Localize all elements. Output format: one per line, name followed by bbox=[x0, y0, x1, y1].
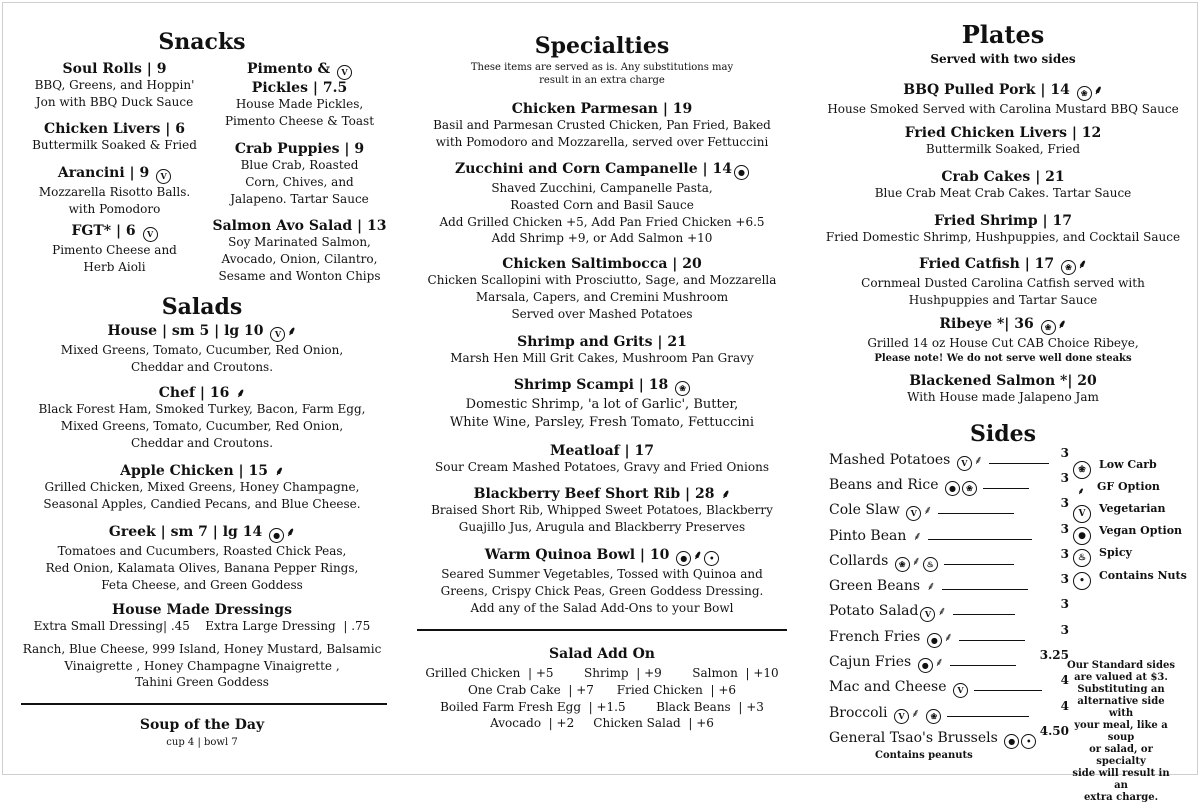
item-desc: Mixed Greens, Tomato, Cucumber, Red Onion, bbox=[60, 418, 344, 433]
gf-option-icon: ⸙ bbox=[973, 453, 983, 467]
side-mac-and-cheese bbox=[829, 673, 1069, 698]
item-header: BBQ Pulled Pork | 14 bbox=[903, 82, 1070, 98]
legend-label: Low Carb bbox=[1099, 458, 1157, 471]
item-desc: Jon with BBQ Duck Sauce bbox=[35, 94, 194, 109]
special-zucchini-campanelle bbox=[417, 161, 787, 247]
plate-crab-cakes bbox=[815, 169, 1191, 202]
item-desc: BBQ, Greens, and Hoppin' bbox=[34, 78, 195, 93]
side-price: 3 bbox=[1060, 547, 1069, 561]
legend-label: Spicy bbox=[1099, 546, 1132, 559]
footnote-line: are valued at $3. bbox=[1074, 672, 1168, 683]
item-desc: Mozzarella Risotto Balls. bbox=[38, 185, 191, 199]
footnote-line: or salad, or specialty bbox=[1089, 744, 1153, 767]
side-green-beans bbox=[829, 572, 1069, 594]
vegetarian-icon: V bbox=[920, 607, 935, 622]
vegan-option-icon: ● bbox=[676, 551, 691, 566]
side-pinto-bean bbox=[829, 522, 1069, 544]
item-desc: Pimento Cheese & Toast bbox=[224, 113, 375, 128]
item-desc: with Pomodoro bbox=[68, 201, 161, 216]
item-desc: Guajillo Jus, Arugula and Blackberry Preserves bbox=[458, 519, 746, 534]
side-price: 3 bbox=[1060, 572, 1069, 586]
side-name: Beans and Rice bbox=[829, 477, 939, 493]
item-name: FGT* bbox=[71, 223, 112, 239]
item-desc: Hushpuppies and Tartar Sauce bbox=[908, 292, 1098, 307]
item-desc: House Made Pickles, bbox=[235, 97, 364, 112]
item-desc: White Wine, Parsley, Fresh Tomato, Fettuccini bbox=[449, 415, 755, 431]
item-desc: Marsh Hen Mill Grit Cakes, Mushroom Pan Gravy bbox=[450, 351, 754, 366]
item-header: Meatloaf | 17 bbox=[549, 443, 654, 459]
salads-title: Salads bbox=[161, 294, 243, 320]
soup-of-the-day bbox=[17, 717, 387, 749]
item-desc: Cheddar and Croutons. bbox=[130, 435, 274, 450]
blank-line bbox=[974, 680, 1042, 691]
footnote-line: Our Standard sides bbox=[1067, 660, 1175, 671]
gf-option-icon: ⸙ bbox=[1093, 83, 1103, 97]
footnote-line: alternative side with bbox=[1077, 696, 1165, 719]
item-desc: Buttermilk Soaked & Fried bbox=[32, 138, 197, 153]
item-price: 9 bbox=[354, 141, 365, 157]
plates-subtitle: Served with two sides bbox=[930, 52, 1076, 66]
low-carb-icon: ❀ bbox=[926, 709, 941, 724]
dressings-list-line: Vinaigrette , Honey Champagne Vinaigrette , bbox=[64, 658, 340, 673]
item-price: 6 bbox=[175, 121, 185, 137]
spicy-icon: ♨ bbox=[923, 557, 938, 572]
item-desc: Red Onion, Kalamata Olives, Banana Pepper Rings, bbox=[45, 560, 359, 575]
item-desc: with Pomodoro and Mozzarella, served over Fettuccini bbox=[435, 134, 769, 149]
contains-nuts-icon: • bbox=[704, 551, 719, 566]
side-price: 3 bbox=[1060, 623, 1069, 637]
vegetarian-icon: V bbox=[957, 456, 972, 471]
item-desc: Fried Domestic Shrimp, Hushpuppies, and Cocktail Sauce bbox=[825, 230, 1181, 245]
gf-option-icon: ⸙ bbox=[1078, 257, 1088, 271]
item-header: Greek | sm 7 | lg 14 bbox=[108, 524, 263, 540]
side-cole-slaw bbox=[829, 496, 1069, 521]
salad-house bbox=[17, 323, 387, 376]
vegan-option-icon: ● bbox=[918, 658, 933, 673]
side-name: Green Beans bbox=[829, 578, 921, 594]
gf-option-icon: ⸙ bbox=[1057, 317, 1067, 331]
item-desc: Served over Mashed Potatoes bbox=[511, 306, 693, 321]
side-name: Cajun Fries bbox=[829, 654, 912, 670]
plate-ribeye bbox=[815, 316, 1191, 365]
side-name: Cole Slaw bbox=[829, 502, 900, 518]
item-name: Chicken Livers bbox=[44, 121, 161, 137]
side-broccoli bbox=[829, 699, 1069, 724]
item-header: Blackberry Beef Short Rib | 28 bbox=[473, 486, 715, 502]
side-price: 4 bbox=[1060, 699, 1069, 713]
vegetarian-icon: V bbox=[906, 506, 921, 521]
salad-apple-chicken bbox=[17, 463, 387, 513]
item-desc: Herb Aioli bbox=[83, 259, 146, 274]
special-chicken-parmesan bbox=[417, 101, 787, 151]
side-french-fries bbox=[829, 623, 1069, 648]
low-carb-icon: ❀ bbox=[895, 557, 910, 572]
blank-line bbox=[942, 579, 1028, 590]
item-desc: Buttermilk Soaked, Fried bbox=[925, 142, 1081, 157]
item-desc: Feta Cheese, and Green Goddess bbox=[101, 577, 303, 592]
addon-row: Boiled Farm Fresh Egg | +1.5 Black Beans | +3 bbox=[440, 699, 764, 714]
vegetarian-icon: V bbox=[953, 683, 968, 698]
dressings-sizes: Extra Small Dressing| .45 Extra Large Dressing | .75 bbox=[33, 619, 371, 634]
gf-option-icon: ⸙ bbox=[923, 503, 933, 517]
legend-label: GF Option bbox=[1097, 480, 1160, 493]
item-desc: Avocado, Onion, Cilantro, bbox=[221, 251, 378, 266]
salad-chef bbox=[17, 385, 387, 451]
side-collards bbox=[829, 547, 1069, 572]
blank-line bbox=[989, 453, 1049, 464]
vegan-option-icon: ● bbox=[734, 165, 749, 180]
item-desc: Soy Marinated Salmon, bbox=[228, 235, 371, 250]
item-header: Chicken Parmesan | 19 bbox=[511, 101, 693, 117]
side-price: 4 bbox=[1060, 673, 1069, 687]
item-price: 6 bbox=[125, 223, 136, 239]
specialties-note bbox=[417, 61, 787, 87]
snack-chicken-livers: Chicken Livers | 6 Buttermilk Soaked & Fried bbox=[17, 121, 212, 154]
gf-option-icon: ⸙ bbox=[721, 487, 731, 501]
low-carb-icon: ❀ bbox=[675, 381, 690, 396]
item-header: Blackened Salmon *| 20 bbox=[909, 373, 1097, 389]
blank-line bbox=[950, 655, 1016, 666]
legend-spicy bbox=[1073, 546, 1132, 567]
vegetarian-icon: V bbox=[156, 169, 171, 184]
gf-option-icon: ⸙ bbox=[1077, 487, 1085, 497]
gf-option-icon: ⸙ bbox=[274, 464, 284, 478]
item-header: House | sm 5 | lg 10 bbox=[107, 323, 264, 339]
vegan-option-icon: ● bbox=[1073, 527, 1091, 545]
item-desc: Add Grilled Chicken +5, Add Pan Fried Chicken +6.5 bbox=[439, 214, 765, 229]
blank-line bbox=[959, 630, 1025, 641]
item-desc: Grilled Chicken, Mixed Greens, Honey Champagne, bbox=[44, 480, 360, 495]
side-cajun-fries bbox=[829, 648, 1069, 673]
item-desc: Basil and Parmesan Crusted Chicken, Pan Fried, Baked bbox=[433, 118, 771, 133]
item-desc: Domestic Shrimp, 'a lot of Garlic', Butter, bbox=[465, 397, 739, 412]
legend-label: Vegetarian bbox=[1099, 502, 1166, 515]
addon-row: One Crab Cake | +7 Fried Chicken | +6 bbox=[467, 682, 737, 697]
item-header: Fried Chicken Livers | 12 bbox=[904, 125, 1102, 141]
low-carb-icon: ❀ bbox=[1077, 86, 1092, 101]
side-name: Mac and Cheese bbox=[829, 679, 947, 695]
footnote-line: side will result in an bbox=[1072, 768, 1170, 791]
item-desc: Seared Summer Vegetables, Tossed with Quinoa and bbox=[441, 567, 763, 581]
legend-gf-option bbox=[1073, 480, 1160, 500]
salad-greek bbox=[17, 524, 387, 593]
item-header: Warm Quinoa Bowl | 10 bbox=[484, 547, 670, 563]
item-desc: Marsala, Capers, and Cremini Mushroom bbox=[475, 289, 729, 304]
snacks-title: Snacks bbox=[158, 29, 246, 55]
soup-title: Soup of the Day bbox=[139, 717, 265, 733]
blank-line bbox=[947, 706, 1029, 717]
plate-fried-shrimp bbox=[815, 213, 1191, 246]
note-line: result in an extra charge bbox=[539, 75, 665, 86]
special-shrimp-scampi bbox=[417, 377, 787, 432]
item-name: Soul Rolls bbox=[62, 61, 142, 77]
item-header: Shrimp and Grits | 21 bbox=[517, 334, 687, 350]
snack-pimento-pickles: Pimento & V Pickles | 7.5 House Made Pickles, Pimento Cheese & Toast bbox=[212, 61, 387, 130]
sides-title: Sides bbox=[969, 421, 1036, 447]
blank-line bbox=[938, 503, 1014, 514]
gf-option-icon: ⸙ bbox=[912, 529, 922, 543]
vegetarian-icon: V bbox=[143, 227, 158, 242]
item-desc: Mixed Greens, Tomato, Cucumber, Red Onion, bbox=[60, 343, 344, 357]
gf-option-icon: ⸙ bbox=[910, 706, 920, 720]
blank-line bbox=[953, 604, 1015, 615]
item-header: Ribeye *| 36 bbox=[939, 316, 1034, 332]
item-name: Arancini bbox=[57, 165, 125, 181]
side-name: Collards bbox=[829, 553, 889, 569]
item-desc: Add Shrimp +9, or Add Salmon +10 bbox=[491, 231, 713, 246]
item-desc: Seasonal Apples, Candied Pecans, and Blue Cheese. bbox=[43, 496, 361, 511]
vegan-option-icon: ● bbox=[1004, 734, 1019, 749]
item-header: Zucchini and Corn Campanelle | 14 bbox=[455, 161, 732, 177]
legend-vegetarian bbox=[1073, 502, 1166, 523]
side-note: Contains peanuts bbox=[875, 750, 973, 761]
side-name: French Fries bbox=[829, 629, 921, 645]
blank-line bbox=[944, 554, 1014, 565]
plate-blackened-salmon bbox=[815, 373, 1191, 406]
item-desc: Greens, Crispy Chick Peas, Green Goddess Dressing. bbox=[440, 583, 764, 598]
side-price: 3.25 bbox=[1039, 648, 1069, 662]
legend-contains-nuts bbox=[1073, 569, 1187, 590]
special-meatloaf bbox=[417, 443, 787, 476]
item-header: Chicken Saltimbocca | 20 bbox=[502, 256, 702, 272]
blank-line bbox=[983, 478, 1029, 489]
contains-nuts-icon: • bbox=[1073, 572, 1091, 590]
item-desc: Roasted Corn and Basil Sauce bbox=[510, 197, 694, 212]
side-price: 3 bbox=[1060, 496, 1069, 510]
plate-fried-catfish bbox=[815, 256, 1191, 309]
item-header: Apple Chicken | 15 bbox=[120, 463, 268, 479]
item-price: 9 bbox=[139, 165, 150, 181]
gf-option-icon: ⸙ bbox=[693, 548, 703, 562]
contains-nuts-icon: • bbox=[1021, 734, 1036, 749]
gf-option-icon: ⸙ bbox=[911, 554, 921, 568]
dressings-list-line: Ranch, Blue Cheese, 999 Island, Honey Mustard, Balsamic bbox=[22, 641, 382, 656]
item-desc: Shaved Zucchini, Campanelle Pasta, bbox=[491, 181, 713, 195]
item-desc: Blue Crab Meat Crab Cakes. Tartar Sauce bbox=[874, 186, 1132, 201]
item-desc: Corn, Chives, and bbox=[245, 174, 354, 189]
special-shrimp-grits bbox=[417, 334, 787, 367]
side-price: 3 bbox=[1060, 471, 1069, 485]
snack-arancini: Arancini | 9 V Mozzarella Risotto Balls. with Pomodoro bbox=[17, 165, 212, 218]
item-price: 9 bbox=[156, 61, 167, 77]
vegan-option-icon: ● bbox=[269, 528, 284, 543]
side-price: 3 bbox=[1060, 446, 1069, 460]
gf-option-icon: ⸙ bbox=[937, 604, 947, 618]
plates-title: Plates bbox=[961, 20, 1045, 49]
item-header: Chef | 16 bbox=[158, 385, 230, 401]
blank-line bbox=[928, 529, 1032, 540]
side-name: General Tsao's Brussels bbox=[829, 730, 998, 746]
side-mashed-potatoes bbox=[829, 446, 1069, 471]
footnote-line: extra charge. bbox=[1083, 792, 1159, 803]
vegetarian-icon: V bbox=[337, 65, 352, 80]
side-name: Potato Salad bbox=[829, 603, 919, 619]
low-carb-icon: ❀ bbox=[1061, 260, 1076, 275]
gf-option-icon: ⸙ bbox=[943, 630, 953, 644]
item-price: 13 bbox=[367, 218, 387, 234]
side-price: 3 bbox=[1060, 522, 1069, 536]
side-price: 4.50 bbox=[1039, 724, 1069, 738]
vegan-option-icon: ● bbox=[927, 633, 942, 648]
item-desc: Braised Short Rib, Whipped Sweet Potatoes, Blackberry bbox=[431, 503, 773, 518]
item-header: Shrimp Scampi | 18 bbox=[513, 377, 669, 393]
gf-option-icon: ⸙ bbox=[286, 525, 296, 539]
vegetarian-icon: V bbox=[270, 327, 285, 342]
item-desc: Jalapeno. Tartar Sauce bbox=[230, 191, 369, 206]
menu-page bbox=[2, 2, 1198, 803]
side-name: Broccoli bbox=[829, 705, 888, 721]
item-desc: Pimento Cheese and bbox=[52, 243, 177, 257]
gf-option-icon: ⸙ bbox=[287, 324, 297, 338]
note-line: These items are served as is. Any substitutions may bbox=[470, 62, 734, 73]
item-name: Pimento & bbox=[247, 61, 331, 77]
item-header: Fried Catfish | 17 bbox=[918, 256, 1055, 272]
item-desc: Blue Crab, Roasted bbox=[240, 158, 359, 173]
vegan-option-icon: ● bbox=[945, 481, 960, 496]
addon-row: Grilled Chicken | +5 Shrimp | +9 Salmon | +10 bbox=[425, 666, 779, 681]
snack-fgt: FGT* | 6 V Pimento Cheese and Herb Aioli bbox=[17, 223, 212, 276]
plate-fried-chicken-livers bbox=[815, 125, 1191, 158]
side-name: Mashed Potatoes bbox=[829, 452, 951, 468]
side-potato-salad bbox=[829, 597, 1069, 622]
sides-footnote bbox=[1065, 660, 1177, 804]
special-blackberry-short-rib bbox=[417, 486, 787, 536]
divider bbox=[417, 629, 787, 631]
gf-option-icon: ⸙ bbox=[934, 655, 944, 669]
item-desc: Sesame and Wonton Chips bbox=[218, 268, 381, 283]
footnote-line: your meal, like a soup bbox=[1074, 720, 1168, 743]
soup-sizes: cup 4 | bowl 7 bbox=[166, 737, 238, 749]
item-desc: Grilled 14 oz House Cut CAB Choice Ribeye, bbox=[867, 336, 1139, 350]
house-dressings bbox=[17, 602, 387, 691]
item-name: Pickles bbox=[251, 80, 308, 96]
side-beans-and-rice bbox=[829, 471, 1069, 496]
gf-option-icon: ⸙ bbox=[236, 386, 246, 400]
footnote-line: Substituting an bbox=[1077, 684, 1165, 695]
snack-soul-rolls: Soul Rolls | 9 BBQ, Greens, and Hoppin' Jon with BBQ Duck Sauce bbox=[17, 61, 212, 111]
gf-option-icon: ⸙ bbox=[926, 579, 936, 593]
addon-row: Avocado | +2 Chicken Salad | +6 bbox=[490, 716, 714, 731]
specialties-title: Specialties bbox=[534, 33, 670, 59]
side-general-tsaos-brussels bbox=[829, 724, 1069, 762]
special-chicken-saltimbocca bbox=[417, 256, 787, 322]
item-desc: Tomatoes and Cucumbers, Roasted Chick Peas, bbox=[57, 544, 347, 558]
dressings-list-line: Tahini Green Goddess bbox=[135, 675, 269, 690]
low-carb-icon: ❀ bbox=[1041, 320, 1056, 335]
item-name: Salmon Avo Salad bbox=[212, 218, 353, 234]
legend-label: Contains Nuts bbox=[1099, 569, 1187, 582]
item-name: Crab Puppies bbox=[234, 141, 340, 157]
item-note: Please note! We do not serve well done steaks bbox=[874, 352, 1132, 364]
item-desc: Add any of the Salad Add-Ons to your Bowl bbox=[470, 600, 734, 615]
item-price: 7.5 bbox=[322, 80, 348, 96]
low-carb-icon: ❀ bbox=[962, 481, 977, 496]
side-price: 3 bbox=[1060, 597, 1069, 611]
low-carb-icon: ❀ bbox=[1073, 461, 1091, 479]
item-desc: Black Forest Ham, Smoked Turkey, Bacon, Farm Egg, bbox=[38, 402, 366, 417]
vegetarian-icon: V bbox=[1073, 505, 1091, 523]
item-desc: Cornmeal Dusted Carolina Catfish served with bbox=[861, 276, 1145, 290]
dressings-title: House Made Dressings bbox=[112, 602, 292, 618]
legend-label: Vegan Option bbox=[1099, 524, 1183, 537]
salad-add-on bbox=[417, 646, 787, 732]
special-warm-quinoa-bowl bbox=[417, 547, 787, 616]
addon-title: Salad Add On bbox=[549, 646, 655, 662]
plate-bbq-pulled-pork bbox=[815, 82, 1191, 118]
item-desc: With House made Jalapeno Jam bbox=[907, 390, 1099, 405]
legend-low-carb bbox=[1073, 458, 1157, 479]
item-desc: House Smoked Served with Carolina Mustard BBQ Sauce bbox=[827, 102, 1179, 116]
vegetarian-icon: V bbox=[894, 709, 909, 724]
item-desc: Sour Cream Mashed Potatoes, Gravy and Fried Onions bbox=[435, 460, 769, 475]
item-header: Fried Shrimp | 17 bbox=[934, 213, 1072, 229]
side-name: Pinto Bean bbox=[829, 528, 907, 544]
snack-salmon-avo-salad: Salmon Avo Salad | 13 Soy Marinated Salmon, Avocado, Onion, Cilantro, Sesame and Wonton Chips bbox=[212, 218, 387, 283]
legend-vegan-option bbox=[1073, 524, 1182, 545]
spicy-icon: ♨ bbox=[1073, 549, 1091, 567]
item-header: Crab Cakes | 21 bbox=[941, 169, 1065, 185]
item-desc: Cheddar and Croutons. bbox=[130, 359, 274, 374]
snack-crab-puppies: Crab Puppies | 9 Blue Crab, Roasted Corn, Chives, and Jalapeno. Tartar Sauce bbox=[212, 141, 387, 207]
divider bbox=[21, 703, 387, 705]
item-desc: Chicken Scallopini with Prosciutto, Sage, and Mozzarella bbox=[427, 273, 777, 288]
